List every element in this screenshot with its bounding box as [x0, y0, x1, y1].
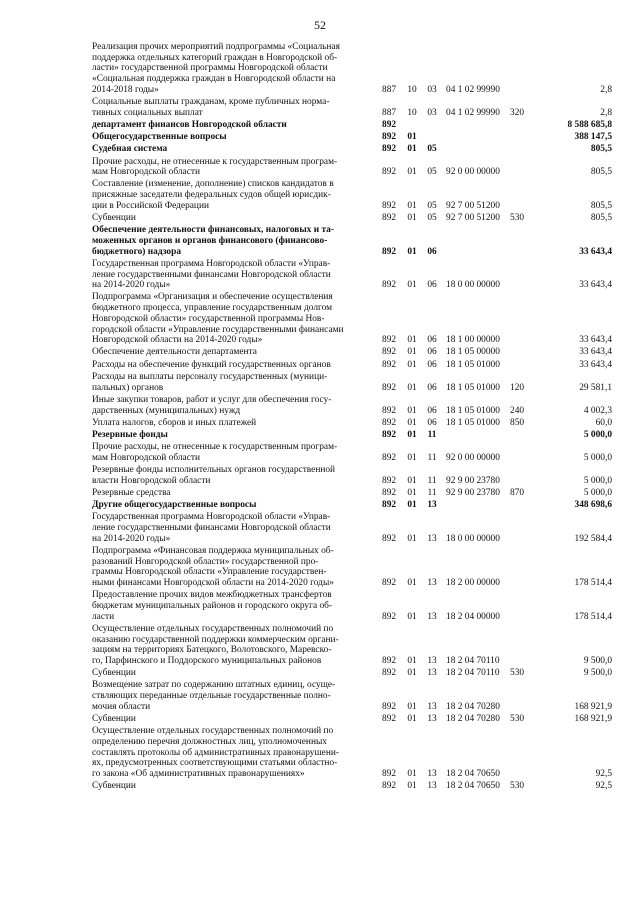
row-section-code: 01 [407, 475, 417, 486]
row-amount: 9 500,0 [583, 655, 612, 666]
row-expense-type-code: 530 [510, 668, 525, 679]
row-section-code: 01 [407, 280, 417, 291]
row-section-code: 01 [407, 701, 417, 712]
row-target-article-code: 92 0 00 00000 [446, 452, 500, 463]
table-row [92, 360, 612, 371]
row-amount: 33 643,4 [579, 335, 612, 346]
row-amount: 2,8 [600, 84, 612, 95]
row-name: Возмещение затрат по содержанию штатных единиц, осуще- ствляющих переданные отдельные государственные полно- мочия области [92, 680, 336, 712]
row-subsection-code: 13 [427, 500, 437, 511]
row-expense-type-code: 530 [510, 213, 525, 224]
row-ved-code: 887 [382, 107, 397, 118]
row-subsection-code: 05 [427, 167, 437, 178]
row-ved-code: 892 [382, 213, 397, 224]
row-amount: 33 643,4 [579, 280, 612, 291]
table-row [92, 259, 612, 291]
row-section-code: 01 [407, 668, 417, 679]
row-target-article-code: 18 2 00 00000 [446, 578, 500, 589]
row-ved-code: 892 [382, 701, 397, 712]
table-row [92, 500, 612, 511]
row-ved-code: 892 [382, 611, 397, 622]
row-ved-code: 892 [382, 144, 397, 155]
row-section-code: 01 [407, 335, 417, 346]
row-amount: 4 002,3 [583, 405, 612, 416]
row-target-article-code: 18 0 00 00000 [446, 533, 500, 544]
row-subsection-code: 13 [427, 713, 437, 724]
row-amount: 805,5 [590, 200, 612, 211]
row-target-article-code: 18 1 00 00000 [446, 335, 500, 346]
row-section-code: 01 [407, 611, 417, 622]
row-subsection-code: 06 [427, 382, 437, 393]
row-section-code: 01 [407, 500, 417, 511]
budget-table [92, 42, 612, 793]
table-row [92, 97, 612, 118]
row-subsection-code: 03 [427, 107, 437, 118]
table-row [92, 430, 612, 441]
row-ved-code: 892 [382, 578, 397, 589]
row-subsection-code: 06 [427, 335, 437, 346]
row-amount: 388 147,5 [574, 132, 612, 143]
row-section-code: 01 [407, 713, 417, 724]
table-row [92, 714, 612, 725]
row-name: департамент финансов Новгородской области [92, 119, 287, 130]
table-row [92, 590, 612, 622]
row-name: Осуществление отдельных государственных полномочий по определению перечня должностных лиц, уполномоченных составлять протоколы об административных правонарушени- ях, предусмотренных соответствующими статьями областно- го закона «Об административных правонарушениях» [92, 726, 339, 779]
row-amount: 33 643,4 [579, 359, 612, 370]
row-section-code: 10 [407, 84, 417, 95]
row-amount: 2,8 [600, 107, 612, 118]
row-target-article-code: 18 2 04 00000 [446, 611, 500, 622]
row-section-code: 01 [407, 144, 417, 155]
row-section-code: 01 [407, 429, 417, 440]
row-ved-code: 892 [382, 405, 397, 416]
row-subsection-code: 13 [427, 533, 437, 544]
row-name: Расходы на обеспечение функций государственных органов [92, 359, 331, 370]
row-ved-code: 892 [382, 119, 397, 130]
table-row [92, 512, 612, 544]
row-section-code: 01 [407, 200, 417, 211]
row-target-article-code: 18 2 04 70650 [446, 769, 500, 779]
row-section-code: 01 [407, 405, 417, 416]
row-subsection-code: 13 [427, 769, 437, 779]
row-amount: 178 514,4 [574, 611, 612, 622]
row-name: Резервные фонды [92, 429, 168, 440]
row-subsection-code: 13 [427, 611, 437, 622]
row-subsection-code: 11 [427, 475, 437, 486]
row-ved-code: 892 [382, 500, 397, 511]
row-section-code: 01 [407, 578, 417, 589]
row-section-code: 01 [407, 347, 417, 358]
row-amount: 5 000,0 [583, 487, 612, 498]
row-target-article-code: 18 2 04 70280 [446, 701, 500, 712]
table-row [92, 781, 612, 792]
table-row [92, 442, 612, 463]
row-subsection-code: 13 [427, 655, 437, 666]
row-name: Резервные средства [92, 487, 171, 498]
row-name: Составление (изменение, дополнение) списков кандидатов в присяжные заседатели федеральных судов общей юрисдик- ции в Российской Федерации [92, 179, 334, 211]
row-target-article-code: 18 2 04 70110 [446, 668, 500, 679]
table-row [92, 144, 612, 155]
table-row [92, 179, 612, 211]
row-ved-code: 892 [382, 487, 397, 498]
row-subsection-code: 05 [427, 200, 437, 211]
row-name: Уплата налогов, сборов и иных платежей [92, 417, 257, 428]
row-name: Общегосударственные вопросы [92, 132, 227, 143]
row-amount: 178 514,4 [574, 578, 612, 589]
row-ved-code: 892 [382, 781, 397, 792]
row-ved-code: 892 [382, 429, 397, 440]
row-expense-type-code: 530 [510, 713, 525, 724]
row-amount: 92,5 [595, 769, 612, 779]
table-row [92, 132, 612, 143]
row-subsection-code: 06 [427, 246, 437, 257]
row-expense-type-code: 530 [510, 781, 525, 792]
row-section-code: 01 [407, 487, 417, 498]
table-row [92, 120, 612, 131]
row-subsection-code: 13 [427, 578, 437, 589]
row-name: Расходы на выплаты персоналу государственных (муници- пальных) органов [92, 371, 328, 393]
row-name: Реализация прочих мероприятий подпрограммы «Социальная поддержка отдельных категорий граждан в Новгородской об- ласти» государственной программы Новгородской области «Социальная поддержка граждан в Новгородской области на 2014-2018 годы» [92, 42, 340, 95]
row-name: Субвенции [92, 668, 136, 679]
row-name: Обеспечение деятельности департамента [92, 347, 257, 358]
row-section-code: 01 [407, 246, 417, 257]
row-section-code: 01 [407, 132, 417, 143]
table-row [92, 292, 612, 346]
row-amount: 805,5 [590, 213, 612, 224]
table-row [92, 726, 612, 780]
row-ved-code: 892 [382, 167, 397, 178]
row-subsection-code: 11 [427, 487, 437, 498]
row-subsection-code: 11 [427, 429, 437, 440]
row-subsection-code: 05 [427, 213, 437, 224]
page-number: 52 [314, 18, 326, 32]
row-name: Государственная программа Новгородской области «Управ- ление государственными финансами Новгородской области на 2014-2020 годы» [92, 512, 331, 544]
row-name: Подпрограмма «Организация и обеспечение осуществления бюджетного процесса, управление государственным долгом Новгородской области» государственной программы Нов- городской области «Управление государственными финансами Новгородской области на 2014-2020 годы» [92, 292, 344, 346]
row-section-code: 01 [407, 769, 417, 779]
table-row [92, 225, 612, 257]
table-row [92, 157, 612, 178]
row-ved-code: 892 [382, 769, 397, 779]
row-amount: 9 500,0 [583, 668, 612, 679]
row-ved-code: 892 [382, 335, 397, 346]
row-expense-type-code: 120 [510, 382, 525, 393]
row-amount: 168 921,9 [574, 713, 612, 724]
table-row [92, 395, 612, 416]
row-target-article-code: 18 1 05 01000 [446, 417, 500, 428]
row-section-code: 01 [407, 382, 417, 393]
row-ved-code: 892 [382, 713, 397, 724]
row-target-article-code: 18 0 00 00000 [446, 280, 500, 291]
row-subsection-code: 13 [427, 668, 437, 679]
row-target-article-code: 18 1 05 00000 [446, 347, 500, 358]
row-amount: 92,5 [595, 781, 612, 792]
row-ved-code: 892 [382, 200, 397, 211]
row-section-code: 10 [407, 107, 417, 118]
row-ved-code: 892 [382, 417, 397, 428]
row-target-article-code: 18 2 04 70110 [446, 655, 500, 666]
row-name: Обеспечение деятельности финансовых, налоговых и та- моженных органов и органов финансового (финансово- бюджетного) надзора [92, 225, 334, 257]
row-ved-code: 892 [382, 132, 397, 143]
row-target-article-code: 18 2 04 70280 [446, 713, 500, 724]
row-amount: 5 000,0 [583, 429, 612, 440]
row-section-code: 01 [407, 452, 417, 463]
row-name: Субвенции [92, 213, 136, 224]
row-target-article-code: 92 7 00 51200 [446, 213, 500, 224]
row-ved-code: 892 [382, 668, 397, 679]
row-target-article-code: 18 1 05 01000 [446, 382, 500, 393]
row-name: Резервные фонды исполнительных органов государственной власти Новгородской области [92, 465, 336, 486]
table-row [92, 680, 612, 712]
row-amount: 348 698,6 [574, 500, 612, 511]
row-target-article-code: 92 9 00 23780 [446, 487, 500, 498]
row-ved-code: 892 [382, 475, 397, 486]
row-section-code: 01 [407, 213, 417, 224]
row-amount: 33 643,4 [579, 246, 612, 257]
row-ved-code: 892 [382, 452, 397, 463]
row-name: Другие общегосударственные вопросы [92, 500, 257, 511]
row-amount: 8 588 685,8 [567, 119, 612, 130]
row-section-code: 01 [407, 417, 417, 428]
row-name: Подпрограмма «Финансовая поддержка муниципальных об- разований Новгородской области» государственной про- граммы Новгородской области «Управление государствен- ными финансами Новгородской области на 2014-2020 годы» [92, 545, 334, 589]
row-name: Социальные выплаты гражданам, кроме публичных норма- тивных социальных выплат [92, 97, 330, 118]
row-ved-code: 892 [382, 347, 397, 358]
row-amount: 805,5 [590, 144, 612, 155]
row-section-code: 01 [407, 359, 417, 370]
row-subsection-code: 06 [427, 280, 437, 291]
table-row [92, 546, 612, 589]
row-ved-code: 892 [382, 246, 397, 257]
row-name: Государственная программа Новгородской области «Управ- ление государственными финансами Новгородской области на 2014-2020 годы» [92, 258, 331, 291]
row-subsection-code: 06 [427, 347, 437, 358]
table-row [92, 418, 612, 429]
table-row [92, 668, 612, 679]
row-target-article-code: 04 1 02 99990 [446, 107, 500, 118]
row-name: Судебная система [92, 144, 168, 155]
row-ved-code: 892 [382, 533, 397, 544]
row-name: Прочие расходы, не отнесенные к государственным програм- мам Новгородской области [92, 442, 338, 463]
row-expense-type-code: 870 [510, 487, 525, 498]
row-amount: 5 000,0 [583, 475, 612, 486]
row-target-article-code: 18 2 04 70650 [446, 781, 500, 792]
table-row [92, 42, 612, 96]
row-target-article-code: 92 9 00 23780 [446, 475, 500, 486]
row-target-article-code: 18 1 05 01000 [446, 405, 500, 416]
row-subsection-code: 06 [427, 417, 437, 428]
row-amount: 33 643,4 [579, 347, 612, 358]
row-ved-code: 892 [382, 280, 397, 291]
row-amount: 60,0 [595, 417, 612, 428]
row-subsection-code: 03 [427, 84, 437, 95]
row-subsection-code: 06 [427, 359, 437, 370]
table-row [92, 213, 612, 224]
row-subsection-code: 13 [427, 781, 437, 792]
table-row [92, 465, 612, 486]
row-subsection-code: 06 [427, 405, 437, 416]
row-target-article-code: 92 0 00 00000 [446, 167, 500, 178]
row-ved-code: 892 [382, 382, 397, 393]
row-ved-code: 887 [382, 84, 397, 95]
row-name: Иные закупки товаров, работ и услуг для обеспечения госу- дарственных (муниципальных) нужд [92, 394, 332, 416]
row-subsection-code: 05 [427, 144, 437, 155]
row-expense-type-code: 320 [510, 107, 525, 118]
row-section-code: 01 [407, 655, 417, 666]
row-name: Субвенции [92, 713, 136, 724]
row-name: Прочие расходы, не отнесенные к государственным програм- мам Новгородской области [92, 156, 338, 178]
row-expense-type-code: 240 [510, 405, 525, 416]
row-amount: 805,5 [590, 167, 612, 178]
row-target-article-code: 18 1 05 01000 [446, 359, 500, 370]
table-row [92, 347, 612, 358]
table-row [92, 372, 612, 393]
row-section-code: 01 [407, 781, 417, 792]
row-amount: 5 000,0 [583, 452, 612, 463]
row-target-article-code: 92 7 00 51200 [446, 200, 500, 211]
table-row [92, 488, 612, 499]
row-ved-code: 892 [382, 359, 397, 370]
row-expense-type-code: 850 [510, 417, 525, 428]
row-amount: 192 584,4 [574, 533, 612, 544]
table-row [92, 624, 612, 667]
row-name: Субвенции [92, 781, 136, 792]
row-amount: 168 921,9 [574, 701, 612, 712]
row-ved-code: 892 [382, 655, 397, 666]
row-name: Осуществление отдельных государственных полномочий по оказанию государственной поддержки коммерческим органи- зациям на территориях Батецкого, Волотовского, Маревско- го, Парфинского и Поддорского муниципальных районов [92, 623, 339, 666]
row-subsection-code: 11 [427, 452, 437, 463]
row-target-article-code: 04 1 02 99990 [446, 84, 500, 95]
row-amount: 29 581,1 [579, 382, 612, 393]
row-name: Предоставление прочих видов межбюджетных трансфертов бюджетам муниципальных районов и городского округа об- ласти [92, 590, 333, 622]
row-section-code: 01 [407, 167, 417, 178]
row-subsection-code: 13 [427, 701, 437, 712]
row-section-code: 01 [407, 533, 417, 544]
